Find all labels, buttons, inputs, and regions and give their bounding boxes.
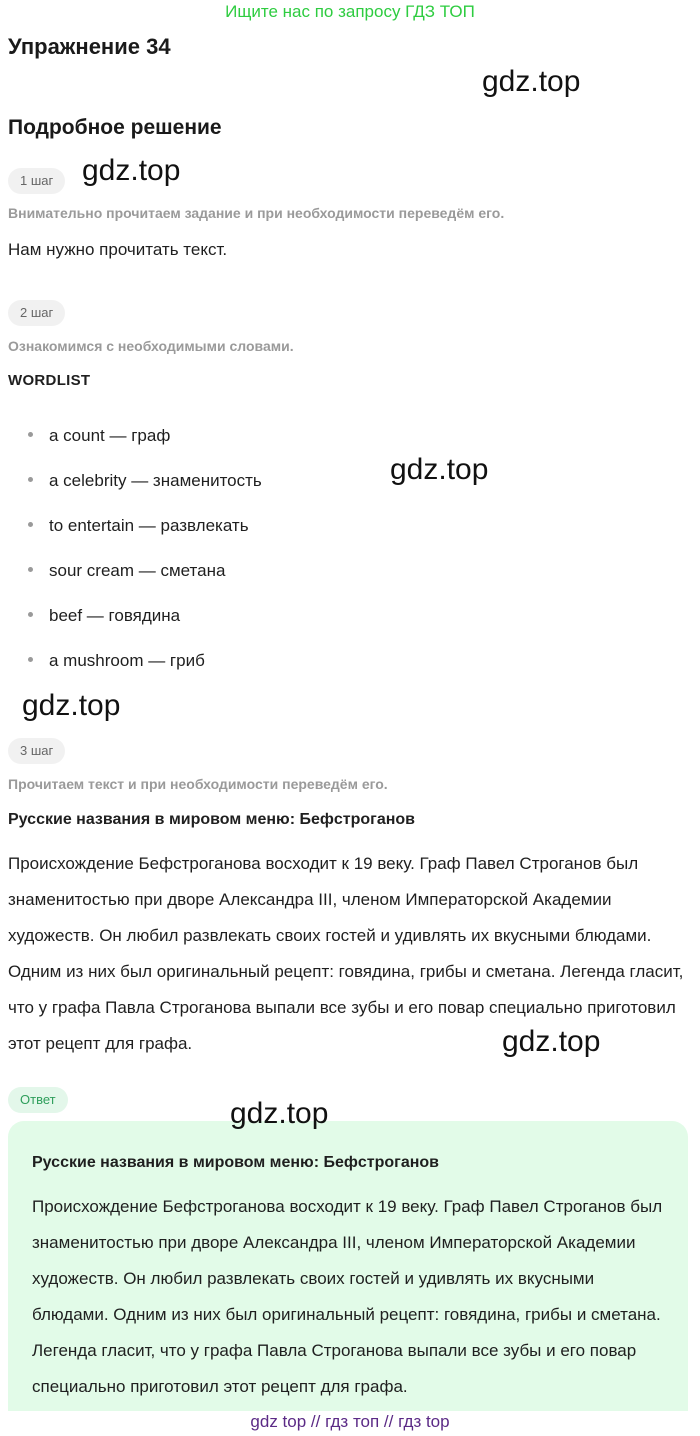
step-1-text: Нам нужно прочитать текст. (8, 240, 228, 259)
watermark: gdz.top (502, 1025, 601, 1058)
text-heading: Русские названия в мировом меню: Бефстроганов (8, 811, 415, 828)
step-2-badge: 2 шаг (8, 300, 65, 326)
wordlist-entry: a count — граф (49, 426, 171, 445)
wordlist-heading: WORDLIST (8, 372, 91, 389)
step-2-note: Ознакомимся с необходимыми словами. (8, 338, 294, 354)
search-banner: Ищите нас по запросу ГДЗ ТОП (225, 2, 475, 21)
step-1-note: Внимательно прочитаем задание и при необходимости переведём его. (8, 205, 505, 221)
bullet-icon (28, 522, 33, 527)
wordlist-entry: beef — говядина (49, 606, 181, 625)
footer-links: gdz top // гдз топ // гдз top (250, 1412, 450, 1431)
bullet-icon (28, 432, 33, 437)
wordlist-entry: sour cream — сметана (49, 561, 226, 580)
list-item (28, 605, 180, 627)
watermark: gdz.top (390, 453, 489, 486)
page-title: Упражнение 34 (8, 34, 171, 59)
step-3-badge: 3 шаг (8, 738, 65, 764)
wordlist-entry: a celebrity — знаменитость (49, 471, 262, 490)
bullet-icon (28, 567, 33, 572)
watermark: gdz.top (482, 65, 581, 98)
section-title: Подробное решение (8, 116, 222, 139)
wordlist-entry: a mushroom — гриб (49, 651, 205, 670)
list-item (28, 515, 249, 537)
bullet-icon (28, 612, 33, 617)
list-item (28, 425, 170, 447)
answer-box (8, 1121, 688, 1411)
answer-badge: Ответ (8, 1087, 68, 1113)
list-item (28, 470, 262, 492)
list-item (28, 650, 205, 672)
step-3-note: Прочитаем текст и при необходимости переведём его. (8, 776, 388, 792)
list-item (28, 560, 225, 582)
answer-heading: Русские названия в мировом меню: Бефстроганов (32, 1154, 439, 1171)
bullet-icon (28, 477, 33, 482)
bullet-icon (28, 657, 33, 662)
watermark: gdz.top (230, 1097, 329, 1130)
text-paragraph: Происхождение Бефстроганова восходит к 19 веку. Граф Павел Строганов был знаменитостью при дворе Александра III, членом Императорской Академии художеств. Он любил развлекать своих гостей и удивлять их вкусными блюдами. Одним из них был оригинальный рецепт: говядина, грибы и сметана. Легенда гласит, что у графа Павла Строганова выпали все зубы и его повар специально приготовил этот рецепт для графа. (8, 854, 684, 1053)
wordlist-entry: to entertain — развлекать (49, 516, 249, 535)
watermark: gdz.top (82, 154, 181, 187)
step-1-badge: 1 шаг (8, 168, 65, 194)
answer-paragraph: Происхождение Бефстроганова восходит к 19 веку. Граф Павел Строганов был знаменитостью при дворе Александра III, членом Императорской Академии художеств. Он любил развлекать своих гостей и удивлять их вкусными блюдами. Одним из них был оригинальный рецепт: говядина, грибы и сметана. Легенда гласит, что у графа Павла Строганова выпали все зубы и его повар специально приготовил этот рецепт для графа. (32, 1197, 663, 1396)
watermark: gdz.top (22, 689, 121, 722)
